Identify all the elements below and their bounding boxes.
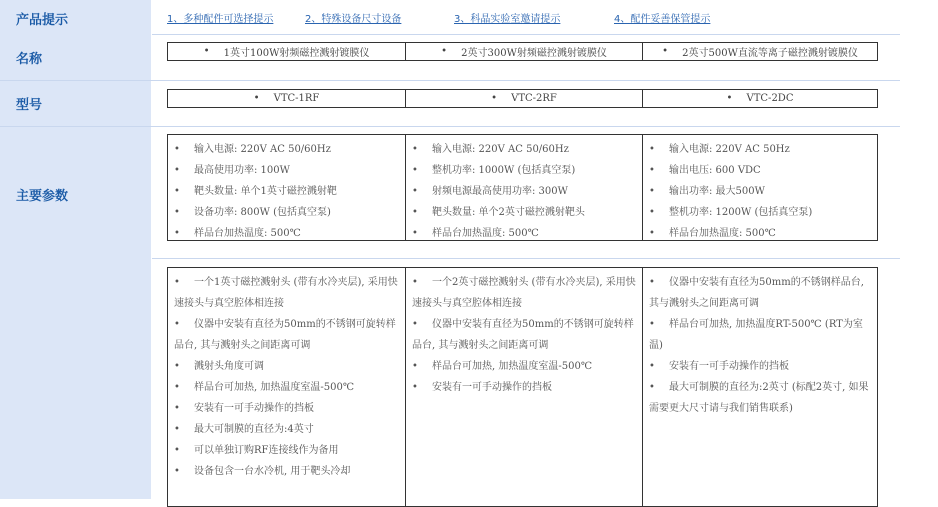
bullet: • bbox=[174, 445, 180, 456]
bullet: • bbox=[662, 46, 669, 57]
list-item-text: 样品台可加热, 加热温度室温-500℃ bbox=[194, 382, 355, 393]
bullet: • bbox=[174, 165, 180, 176]
list-item bbox=[174, 202, 401, 223]
list-item bbox=[649, 377, 873, 419]
params-cell bbox=[406, 135, 643, 240]
list-item bbox=[412, 314, 638, 356]
list-item bbox=[649, 160, 873, 181]
name-cell bbox=[406, 43, 643, 60]
list-item-text: 一个2英寸磁控溅射头 (带有水冷夹层), 采用快速接头与真空腔体相连接 bbox=[412, 277, 636, 309]
model-number: VTC-1RF bbox=[273, 93, 320, 104]
tip-link-special-size[interactable]: 2、特殊设备尺寸设备 bbox=[305, 14, 402, 25]
model-number: VTC-2DC bbox=[746, 93, 794, 104]
model-cell bbox=[168, 90, 406, 107]
bullet: • bbox=[412, 207, 418, 218]
bullet: • bbox=[174, 228, 180, 239]
bullet: • bbox=[412, 144, 418, 155]
model-cell bbox=[406, 90, 643, 107]
list-item-text: 可以单独订购RF连接线作为备用 bbox=[194, 445, 339, 456]
list-item bbox=[174, 272, 401, 314]
list-item bbox=[649, 202, 873, 223]
params-list bbox=[406, 135, 642, 240]
list-item-text: 输出电压: 600 VDC bbox=[669, 165, 761, 176]
list-item-text: 样品台可加热, 加热温度RT-500℃ (RT为室温) bbox=[649, 319, 863, 351]
list-item-text: 射频电源最高使用功率: 300W bbox=[432, 186, 568, 197]
tip-link-storage[interactable]: 4、配件妥善保管提示 bbox=[614, 14, 711, 25]
bullet: • bbox=[491, 93, 498, 104]
label-column bbox=[0, 0, 151, 499]
tip-link-accessories[interactable]: 1、多种配件可选择提示 bbox=[167, 14, 274, 25]
list-item bbox=[174, 139, 401, 160]
list-item bbox=[649, 181, 873, 202]
list-item-text: 输入电源: 220V AC 50/60Hz bbox=[432, 144, 569, 155]
product-name: 2英寸500W直流等离子磁控溅射镀膜仪 bbox=[682, 48, 858, 59]
list-item-text: 仪器中安装有直径为50mm的不锈钢样品台, 其与溅射头之间距离可调 bbox=[649, 277, 864, 309]
list-item bbox=[412, 356, 638, 377]
params-cell bbox=[643, 135, 877, 240]
label-params: 主要参数 bbox=[16, 189, 69, 204]
list-item bbox=[174, 461, 401, 482]
bullet: • bbox=[649, 186, 655, 197]
list-item-text: 设备功率: 800W (包括真空泵) bbox=[194, 207, 331, 218]
list-item bbox=[174, 419, 401, 440]
list-item bbox=[412, 181, 638, 202]
bullet: • bbox=[203, 46, 210, 57]
bullet: • bbox=[174, 424, 180, 435]
list-item bbox=[649, 223, 873, 240]
bullet: • bbox=[174, 382, 180, 393]
list-item-text: 安装有一可手动操作的挡板 bbox=[669, 361, 789, 372]
bullet: • bbox=[174, 466, 180, 477]
bullet: • bbox=[649, 277, 655, 288]
bullet: • bbox=[174, 186, 180, 197]
params-list bbox=[643, 135, 877, 240]
name-row bbox=[167, 42, 878, 61]
label-model: 型号 bbox=[16, 98, 43, 113]
list-item bbox=[412, 223, 638, 240]
features-row bbox=[167, 267, 878, 507]
row-divider bbox=[0, 126, 900, 127]
list-item-text: 仪器中安装有直径为50mm的不锈钢可旋转样品台, 其与溅射头之间距离可调 bbox=[174, 319, 396, 351]
name-cell bbox=[643, 43, 877, 60]
list-item-text: 一个1英寸磁控溅射头 (带有水冷夹层), 采用快速接头与真空腔体相连接 bbox=[174, 277, 398, 309]
list-item bbox=[649, 314, 873, 356]
tip-link-lab-invite[interactable]: 3、科晶实验室邀请提示 bbox=[454, 14, 561, 25]
list-item-text: 最高使用功率: 100W bbox=[194, 165, 290, 176]
name-cell bbox=[168, 43, 406, 60]
list-item-text: 输入电源: 220V AC 50/60Hz bbox=[194, 144, 331, 155]
product-name: 2英寸300W射频磁控溅射镀膜仪 bbox=[461, 48, 607, 59]
list-item bbox=[649, 272, 873, 314]
bullet: • bbox=[412, 319, 418, 330]
features-list bbox=[406, 268, 642, 398]
list-item-text: 设备包含一台水冷机, 用于靶头冷却 bbox=[194, 466, 351, 477]
bullet: • bbox=[174, 361, 180, 372]
features-list bbox=[168, 268, 405, 482]
bullet: • bbox=[174, 144, 180, 155]
list-item bbox=[412, 377, 638, 398]
features-list bbox=[643, 268, 877, 419]
bullet: • bbox=[412, 165, 418, 176]
bullet: • bbox=[649, 144, 655, 155]
list-item-text: 仪器中安装有直径为50mm的不锈钢可旋转样品台, 其与溅射头之间距离可调 bbox=[412, 319, 634, 351]
list-item bbox=[174, 160, 401, 181]
list-item bbox=[174, 356, 401, 377]
bullet: • bbox=[649, 228, 655, 239]
features-cell bbox=[406, 268, 643, 506]
params-row bbox=[167, 134, 878, 241]
row-divider bbox=[152, 34, 900, 35]
bullet: • bbox=[174, 207, 180, 218]
list-item bbox=[174, 398, 401, 419]
bullet: • bbox=[649, 382, 655, 393]
list-item-text: 安装有一可手动操作的挡板 bbox=[194, 403, 314, 414]
params-cell bbox=[168, 135, 406, 240]
bullet: • bbox=[412, 186, 418, 197]
model-cell bbox=[643, 90, 877, 107]
list-item-text: 靶头数量: 单个1英寸磁控溅射靶 bbox=[194, 186, 337, 197]
row-divider bbox=[152, 258, 900, 259]
list-item-text: 最大可制膜的直径为:2英寸 (标配2英寸, 如果需要更大尺寸请与我们销售联系) bbox=[649, 382, 869, 414]
bullet: • bbox=[649, 361, 655, 372]
list-item-text: 样品台加热温度: 500℃ bbox=[432, 228, 539, 239]
list-item-text: 最大可制膜的直径为:4英寸 bbox=[194, 424, 314, 435]
bullet: • bbox=[174, 403, 180, 414]
features-cell bbox=[643, 268, 877, 506]
list-item bbox=[174, 314, 401, 356]
bullet: • bbox=[253, 93, 260, 104]
list-item-text: 安装有一可手动操作的挡板 bbox=[432, 382, 552, 393]
bullet: • bbox=[412, 228, 418, 239]
product-name: 1英寸100W射频磁控溅射镀膜仪 bbox=[223, 48, 370, 59]
list-item bbox=[412, 160, 638, 181]
list-item bbox=[649, 356, 873, 377]
bullet: • bbox=[412, 382, 418, 393]
list-item bbox=[412, 272, 638, 314]
list-item bbox=[412, 202, 638, 223]
bullet: • bbox=[649, 319, 655, 330]
list-item-text: 样品台可加热, 加热温度室温-500℃ bbox=[432, 361, 593, 372]
list-item bbox=[174, 223, 401, 240]
bullet: • bbox=[726, 93, 733, 104]
bullet: • bbox=[412, 277, 418, 288]
features-cell bbox=[168, 268, 406, 506]
list-item-text: 输出功率: 最大500W bbox=[669, 186, 765, 197]
list-item-text: 样品台加热温度: 500℃ bbox=[669, 228, 776, 239]
model-number: VTC-2RF bbox=[511, 93, 557, 104]
label-products: 产品提示 bbox=[16, 13, 69, 28]
label-name: 名称 bbox=[16, 52, 43, 67]
bullet: • bbox=[174, 319, 180, 330]
list-item bbox=[174, 377, 401, 398]
list-item-text: 输入电源: 220V AC 50Hz bbox=[669, 144, 790, 155]
list-item bbox=[649, 139, 873, 160]
bullet: • bbox=[412, 361, 418, 372]
list-item-text: 整机功率: 1000W (包括真空泵) bbox=[432, 165, 576, 176]
list-item-text: 靶头数量: 单个2英寸磁控溅射靶头 bbox=[432, 207, 585, 218]
list-item-text: 样品台加热温度: 500℃ bbox=[194, 228, 301, 239]
bullet: • bbox=[174, 277, 180, 288]
list-item-text: 整机功率: 1200W (包括真空泵) bbox=[669, 207, 813, 218]
list-item bbox=[412, 139, 638, 160]
bullet: • bbox=[649, 207, 655, 218]
bullet: • bbox=[649, 165, 655, 176]
list-item bbox=[174, 440, 401, 461]
row-divider bbox=[0, 80, 900, 81]
model-row bbox=[167, 89, 878, 108]
bullet: • bbox=[441, 46, 448, 57]
list-item bbox=[174, 181, 401, 202]
list-item-text: 溅射头角度可调 bbox=[194, 361, 264, 372]
params-list bbox=[168, 135, 405, 240]
